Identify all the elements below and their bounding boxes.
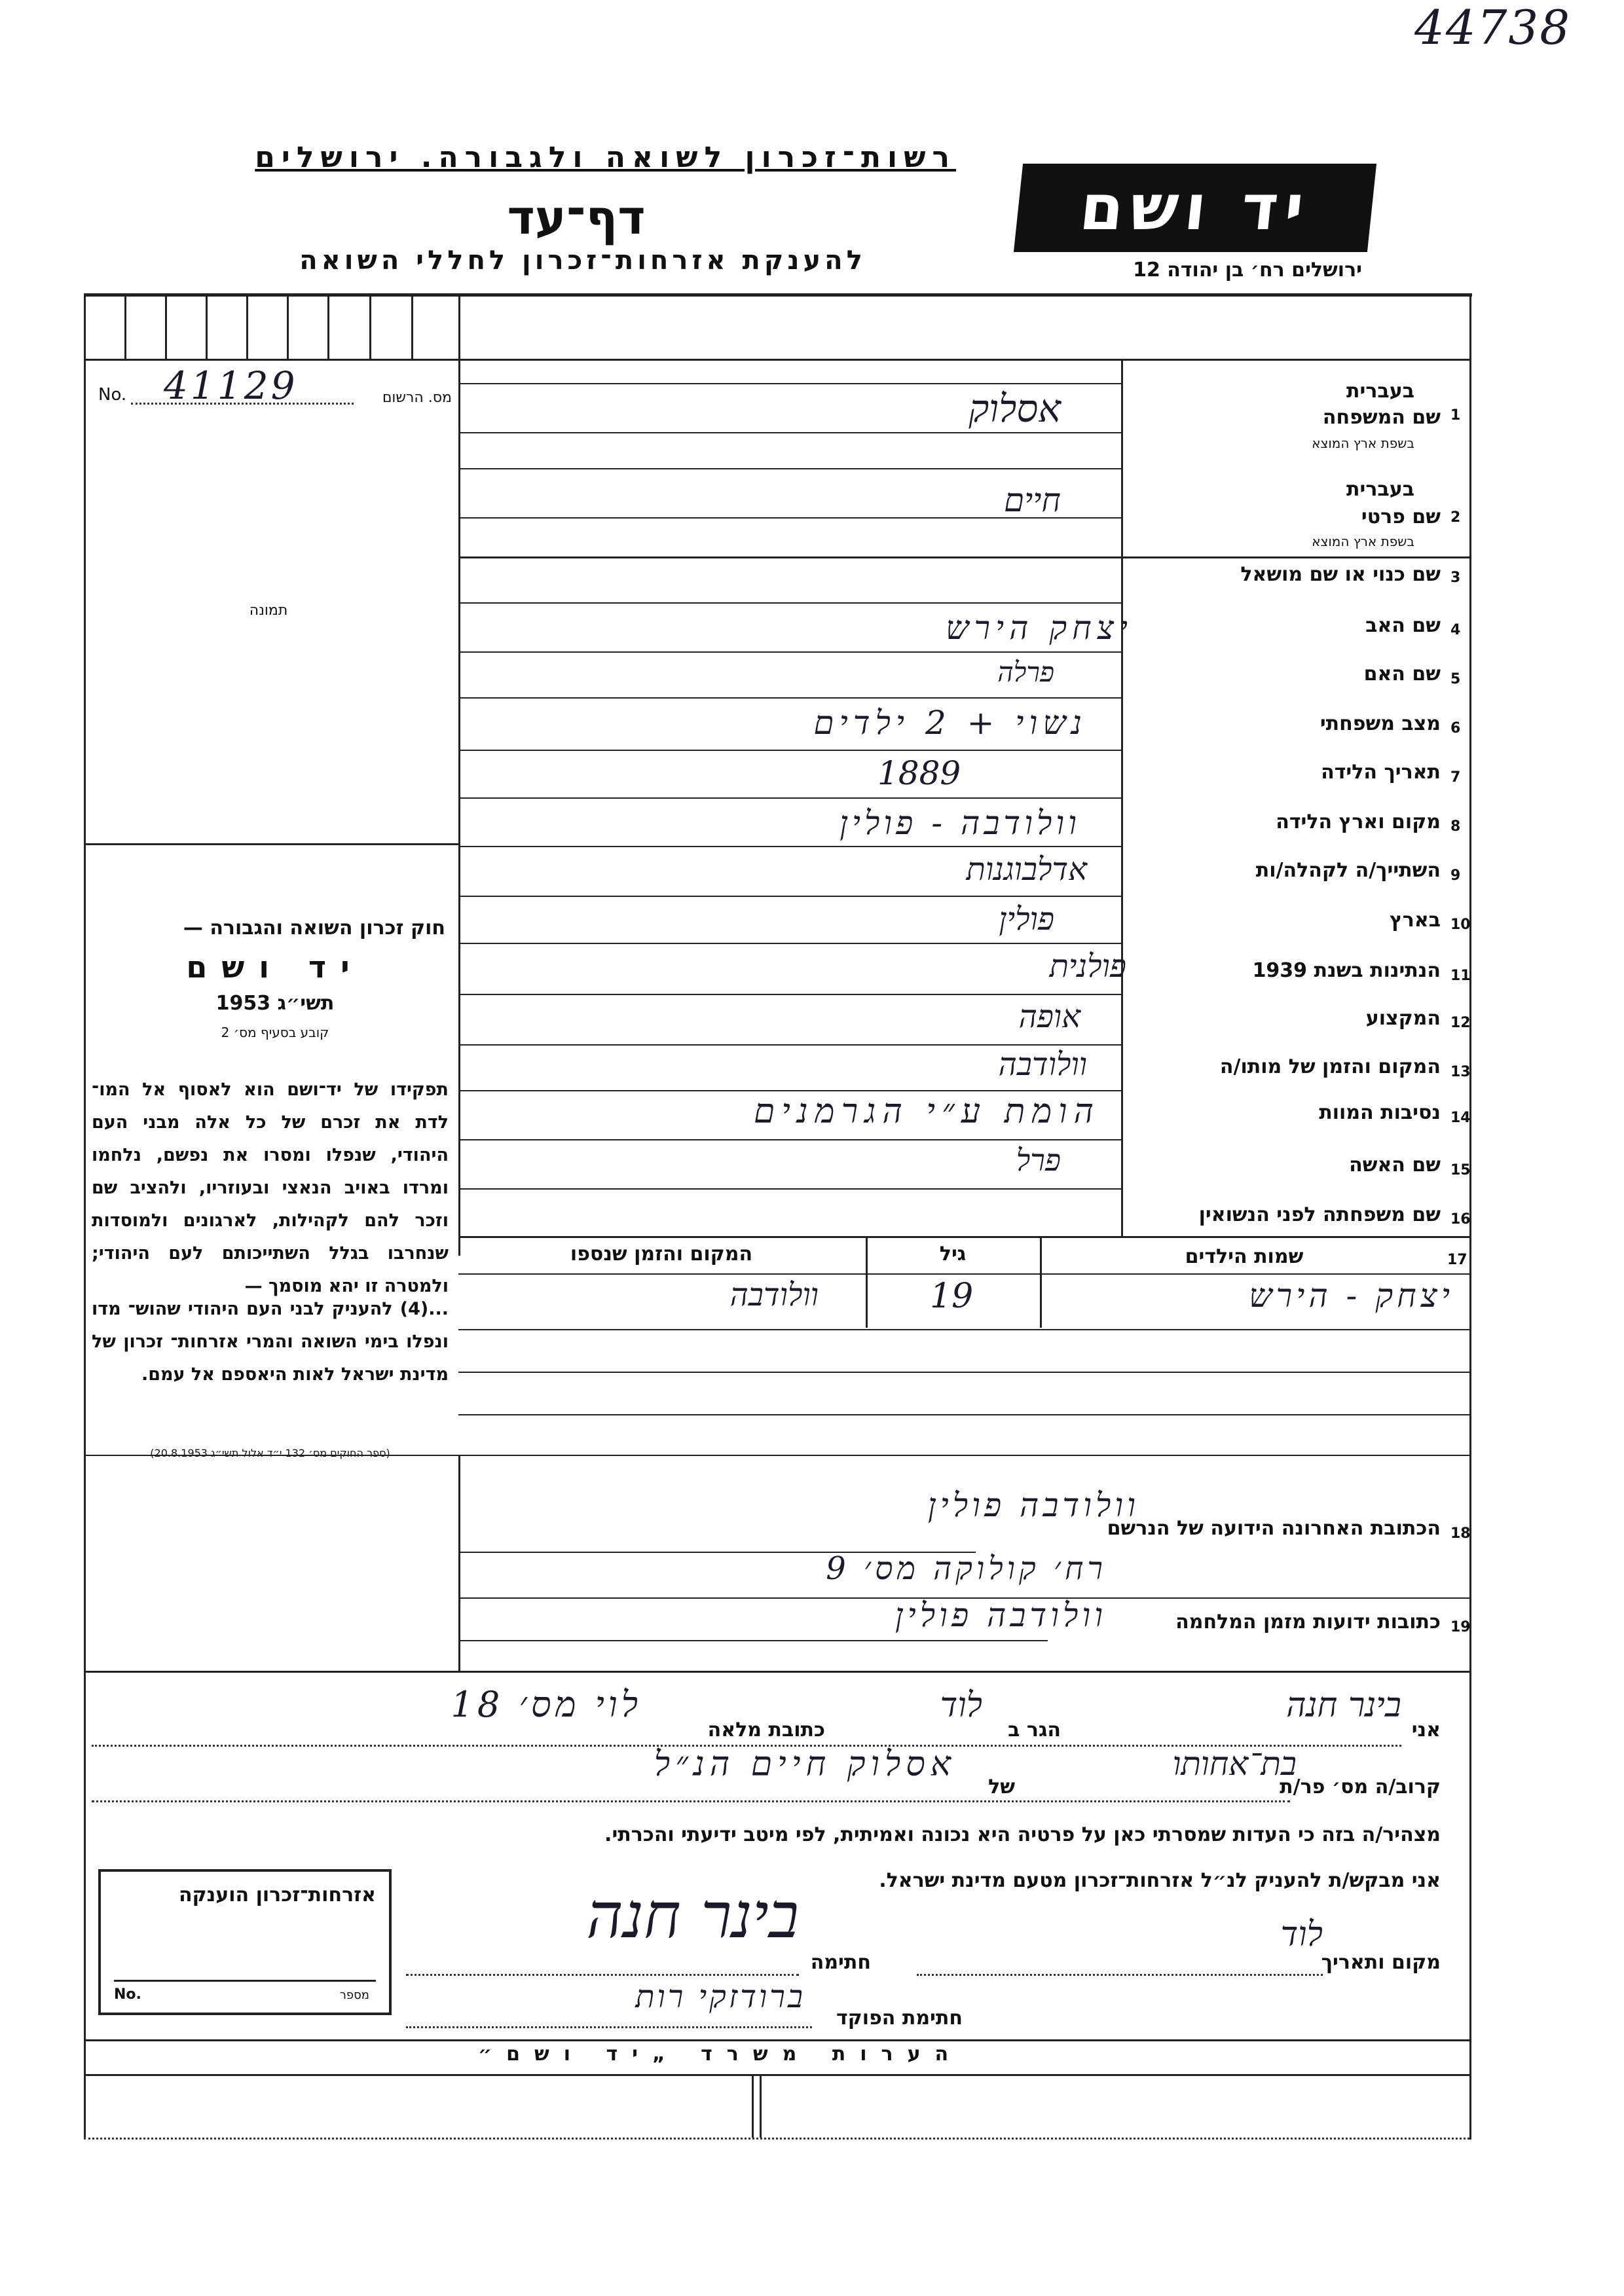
photo-label: תמונה (249, 602, 288, 619)
field-value-profession: אופה (1018, 998, 1080, 1035)
row-rule (84, 1671, 1469, 1673)
decl-place-date-value: לוד (1280, 1915, 1323, 1954)
law-paragraph-1: תפקידו של יד־ושם הוא לאסוף אל המו־ לדת את זכרם של כל אלה מבני העם היהודי, שנפלו ומסרו את נפשם, נלחמו ומרדו באויב הנאצי ובעוזריו, ולהציב שם וזכר להם לקהילות, לארגונים ולמוסדות שנחרבו בגלל השתייכותם לעם היהודי; ולמטרה זו יהא מוסמך — (92, 1080, 449, 1296)
row-rule (458, 896, 1121, 897)
row-rule (458, 1188, 1121, 1190)
field-label-wife: שם האשה (1349, 1154, 1441, 1176)
decl-ani-value: בינר חנה (1286, 1686, 1401, 1725)
row-rule (458, 383, 1121, 384)
row-rule (458, 1329, 1469, 1330)
decl-resides-label: הגר ב (1008, 1719, 1061, 1741)
decl-official-value: ברודזקי רות (635, 1978, 805, 2015)
field-number: 12 (1450, 1015, 1471, 1031)
box-div (287, 293, 289, 359)
label-column-divider (1121, 359, 1123, 1236)
box-div (411, 293, 413, 359)
field-number: 15 (1450, 1162, 1471, 1178)
field-label-maiden-name: שם משפחתה לפני הנשואין (1198, 1203, 1441, 1226)
children-header-top (458, 1236, 1469, 1238)
decl-signature-label: חתימה (810, 1951, 871, 1974)
box-div (327, 293, 329, 359)
decl-of-label: של (988, 1776, 1015, 1798)
field-label-citizenship-1939: הנתינות בשנת 1939 (1252, 959, 1441, 982)
child-name: יצחק - הירש (1249, 1277, 1454, 1315)
field-label-war-address: כתובות ידועות מזמן המלחמה (1175, 1611, 1441, 1633)
field-sub-label: בעברית (1346, 478, 1414, 501)
top-row-bottom (84, 359, 1469, 361)
field-label-last-address: הכתובת האחרונה הידועה של הנרשם (1107, 1517, 1441, 1540)
field-value-citizenship-1939: פולנית (1049, 948, 1126, 985)
field-value-last-address-line2: רח׳ קולוקה מס׳ 9 (826, 1550, 1107, 1587)
field-number: 8 (1450, 818, 1461, 835)
frame-top (84, 293, 1472, 297)
field-sub-label: בעברית (1346, 380, 1414, 403)
field-value-birth-date: 1889 (877, 754, 961, 792)
decl-relative-value: בת־אחותו (1172, 1745, 1297, 1783)
archive-number: 44738 (1414, 0, 1572, 55)
authority-line: רשות־זכרון לשואה ולגבורה. ירושלים (255, 141, 956, 174)
citizenship-box (98, 1869, 392, 2015)
row-rule (458, 432, 1121, 433)
decl-of-value: אסלוק חיים הנ״ל (654, 1745, 956, 1784)
field-value-father: יצחק הירש (946, 609, 1133, 647)
signature-line (406, 1974, 799, 1976)
field-number: 14 (1450, 1110, 1471, 1126)
footer-top (84, 2039, 1469, 2041)
row-rule (458, 517, 1121, 519)
children-col-div (1040, 1236, 1042, 1328)
field-number: 3 (1450, 570, 1461, 586)
field-number: 1 (1450, 407, 1461, 424)
field-label-mother: שם האם (1363, 663, 1441, 685)
field-sub-label: בשפת ארץ המוצא (1312, 435, 1414, 451)
footer-note: הערות משרד „יד ושם״ (477, 2043, 963, 2066)
children-header-bottom (458, 1273, 1469, 1275)
field-value-death-circumstances: הומת ע״י הגרמנים (753, 1092, 1100, 1131)
field-value-community: אדלבוגנות (966, 851, 1087, 888)
field-number: 17 (1447, 1252, 1467, 1268)
decl-relative-label: קרוב/ה מס׳ פר/ת (1280, 1776, 1441, 1798)
field-number: 11 (1450, 968, 1471, 984)
registration-label: מס. הרשום (382, 390, 452, 406)
row-rule (458, 750, 1121, 751)
decl-address-label: כתובת מלאה (707, 1719, 825, 1741)
field-number: 18 (1450, 1525, 1471, 1542)
row-rule (458, 943, 1121, 944)
registration-no-label: No. (98, 385, 127, 405)
field-number: 6 (1450, 720, 1461, 737)
citizenship-num-label: מספר (339, 1988, 369, 2002)
address-divider (458, 1455, 460, 1671)
row-rule (84, 1455, 1469, 1456)
citizenship-no-label: No. (114, 1986, 141, 2003)
decl-official-label: חתימת הפוקד (836, 2007, 963, 2030)
row-rule (458, 602, 1121, 604)
field-value-wife: פרל (1016, 1142, 1061, 1178)
decl-address-value: לוי מס׳ 18 (451, 1684, 642, 1725)
field-label-country: בארץ (1389, 909, 1441, 932)
children-col-names-header: שמות הילדים (1185, 1245, 1304, 1268)
field-sub-label: בשפת ארץ המוצא (1312, 534, 1414, 549)
field-value-marital-status: נשוי + 2 ילדים (813, 704, 1087, 742)
field-label-birthplace: מקום וארץ הלידה (1276, 811, 1441, 833)
child-age: 19 (930, 1277, 974, 1316)
decl-line-2 (92, 1800, 1290, 1802)
row-rule (458, 556, 1469, 558)
field-label-birth-date: תאריך הלידה (1321, 761, 1441, 784)
field-value-country: פולין (999, 901, 1054, 938)
box-div (124, 293, 126, 359)
box-div (206, 293, 208, 359)
field-number: 10 (1450, 917, 1471, 933)
yad-vashem-logo (1014, 164, 1376, 252)
row-rule (458, 1090, 1121, 1091)
field-label-first-name: שם פרטי (1361, 505, 1441, 528)
form-title: דף־עד (507, 190, 646, 245)
decl-ani-label: אני (1411, 1719, 1441, 1741)
field-label-profession: המקצוע (1365, 1007, 1441, 1030)
frame-left (84, 293, 86, 2140)
law-title: חוק זכרון השואה והגבורה — (183, 917, 445, 939)
citizenship-title: אזרחות־זכרון הוענקה (178, 1884, 376, 1906)
child-place: וולודבה (729, 1277, 819, 1313)
row-rule (458, 1372, 1469, 1373)
box-div (369, 293, 371, 359)
field-number: 13 (1450, 1064, 1471, 1080)
decl-statement-1: מצהיר/ה בזה כי העדות שמסרתי כאן על פרטיה היא נכונה ואמיתית, לפי מיטב ידיעתי והכרתי. (604, 1823, 1441, 1846)
row-rule (458, 797, 1121, 799)
row-rule (458, 994, 1121, 995)
row-rule (458, 651, 1121, 653)
law-name: יד ושם (186, 949, 364, 985)
footer-mark (760, 2075, 762, 2138)
place-date-line (917, 1974, 1323, 1976)
row-rule (458, 1139, 1121, 1140)
children-col-place-header: המקום והזמן שנספו (570, 1243, 753, 1266)
signature: בינר חנה (586, 1879, 799, 1952)
law-citation: (ספר החוקים מס׳ 132 י״ד אלול תשי״ג 20.8.1953) (150, 1447, 390, 1459)
field-value-family-name: אסלוק (969, 386, 1061, 431)
law-clause: קובע בסעיף מס׳ 2 (221, 1025, 329, 1040)
field-label-death-circumstances: נסיבות המוות (1319, 1101, 1441, 1124)
field-value-first-name: חיים (1003, 481, 1061, 519)
frame-bottom (84, 2138, 1469, 2140)
field-label-community: השתייך/ה לקהלה/ות (1255, 859, 1441, 882)
box-div (165, 293, 167, 359)
row-rule (458, 468, 1121, 469)
field-number: 4 (1450, 622, 1461, 638)
registration-value: 41129 (164, 363, 298, 408)
logo-address: ירושלים רח׳ בן יהודה 12 (1133, 259, 1362, 282)
field-value-birthplace: וולודבה - פולין (840, 804, 1080, 842)
field-number: 2 (1450, 509, 1461, 526)
form-subtitle: להענקת אזרחות־זכרון לחללי השואה (299, 246, 866, 276)
law-paragraph-2: ...(4) להעניק לבני העם היהודי שהוש־ מדו ונפלו בימי השואה והמרי אזרחות־ זכרון של מדינת ישראל לאות היאספם אל עמם. (92, 1299, 449, 1385)
field-number: 19 (1450, 1619, 1471, 1635)
law-year: תשי״ג 1953 (215, 992, 335, 1015)
row-rule (458, 1044, 1121, 1046)
children-col-div (866, 1236, 868, 1328)
footer-mark (752, 2075, 754, 2138)
row-rule (458, 1640, 1048, 1641)
field-value-place-time-death: וולודבה (998, 1046, 1087, 1083)
row-rule (458, 846, 1121, 847)
row-rule (458, 1414, 1469, 1415)
field-label-father: שם האב (1365, 614, 1441, 637)
left-column-divider (458, 293, 460, 1256)
field-value-last-address: וולודבה פולין (927, 1486, 1139, 1524)
field-label-marital-status: מצב משפחתי (1320, 712, 1441, 735)
children-col-age-header: גיל (939, 1243, 967, 1266)
field-label-family-name: שם המשפחה (1322, 406, 1441, 429)
official-line (406, 2026, 812, 2028)
field-value-mother: פרלה (997, 656, 1054, 688)
footer-bottom (84, 2074, 1469, 2076)
field-label-nickname: שם כנוי או שם מושאל (1240, 563, 1441, 586)
field-value-war-address: וולודבה פולין (895, 1596, 1107, 1634)
citizenship-line (114, 1980, 376, 1982)
field-number: 16 (1450, 1211, 1471, 1228)
photo-bottom (84, 843, 458, 845)
row-rule (458, 697, 1121, 699)
decl-resides-value: לוד (940, 1686, 982, 1725)
box-div (246, 293, 248, 359)
decl-place-date-label: מקום ותאריך (1321, 1951, 1441, 1974)
logo-text: יד ושם (1076, 171, 1314, 244)
decl-statement-2: אני מבקש/ת להעניק לנ״ל אזרחות־זכרון מטעם מדינת ישראל. (879, 1869, 1441, 1892)
field-number: 5 (1450, 671, 1461, 687)
field-label-place-time-death: המקום והזמן של מותו/ה (1219, 1055, 1441, 1078)
field-number: 9 (1450, 867, 1461, 884)
field-number: 7 (1450, 769, 1461, 786)
